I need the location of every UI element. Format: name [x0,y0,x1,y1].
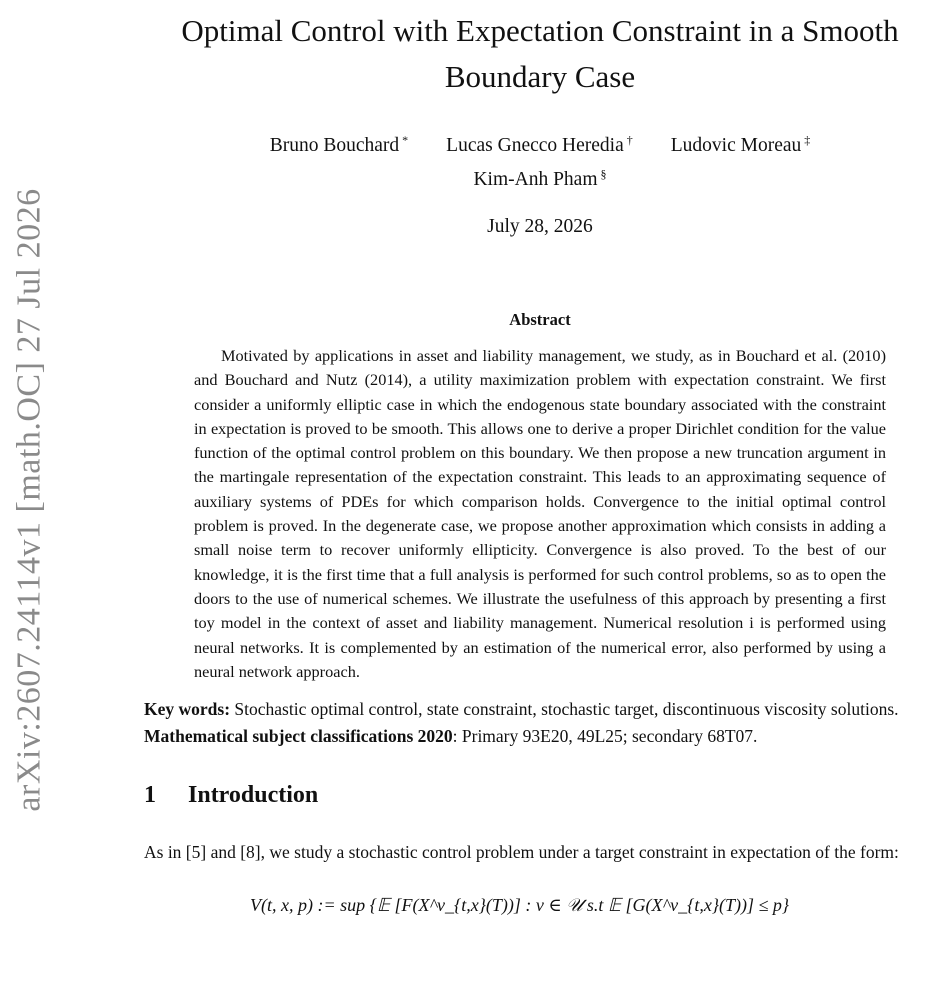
section-heading [144,782,936,809]
paper-page [144,0,936,916]
subject-classification [144,723,936,750]
abstract-section [194,310,886,684]
author-4 [473,160,606,194]
section-number: 1 [144,782,156,809]
author-name: Kim-Anh Pham [473,169,598,190]
author-name: Bruno Bouchard [269,135,400,156]
abstract-text: Motivated by applications in asset and liability management, we study, as in Bouchard et al. (2010) and Bouchard and Nutz (2014), a utility maximization problem with expectation constraint. We first consider a uniformly elliptic case in which the endogenous state boundary associated with the constraint in expectation is proved to be smooth. This allows one to derive a proper Dirichlet condition for the value function of the optimal control problem on this boundary. We then propose a new truncation argument in the martingale representation of the expectation constraint. This leads to an approximating sequence of auxiliary systems of PDEs for which comparison holds. Convergence to the initial optimal control problem is proved. In the degenerate case, we propose another approximation which consists in adding a small noise term to recover uniformly ellipticity. Convergence is also proved. To the best of our knowledge, it is the first time that a full analysis is performed for such control problems, so as to open the doors to the use of numerical schemes. We illustrate the usefulness of this approach by presenting a first toy model in the context of asset and liability management. Numerical resolution i is performed using neural networks. It is complemented by an estimation of the numerical error, also performed by using a neural network approach. [194,346,886,681]
keywords [144,696,936,723]
author-name: Lucas Gnecco Heredia [446,135,624,156]
msc-label: Mathematical subject classifications 2020 [144,726,453,747]
value-function-equation: V(t, x, p) := sup {𝔼 [F(X^ν_{t,x}(T))] : ν ∈ 𝒰 s.t 𝔼 [G(X^ν_{t,x}(T))] ≤ p} [250,895,790,916]
keywords-text: Stochastic optimal control, state constraint, stochastic target, discontinuous viscosity solutions. [234,699,899,720]
author-footnote-mark: * [402,133,409,147]
keywords-label: Key words: [144,699,231,720]
author-footnote-mark: § [600,167,607,181]
author-3 [671,126,811,160]
abstract-heading: Abstract [509,310,571,329]
paper-title: Optimal Control with Expectation Constraint in a Smooth Boundary Case [181,13,899,94]
msc-text: : Primary 93E20, 49L25; secondary 68T07. [452,726,758,747]
author-2 [446,126,633,160]
author-list [144,126,936,194]
arxiv-identifier: arXiv:2607.24114v1 [math.OC] 27 Jul 2026 [11,188,49,812]
section-title: Introduction [188,782,319,809]
publication-date: July 28, 2026 [487,216,593,237]
author-name: Ludovic Moreau [670,135,802,156]
intro-paragraph: As in [5] and [8], we study a stochastic control problem under a target constraint in expectation of the form: [144,842,899,863]
author-footnote-mark: † [626,133,633,147]
author-footnote-mark: ‡ [804,133,811,147]
arxiv-stamp [0,0,60,1000]
author-1 [270,126,408,160]
